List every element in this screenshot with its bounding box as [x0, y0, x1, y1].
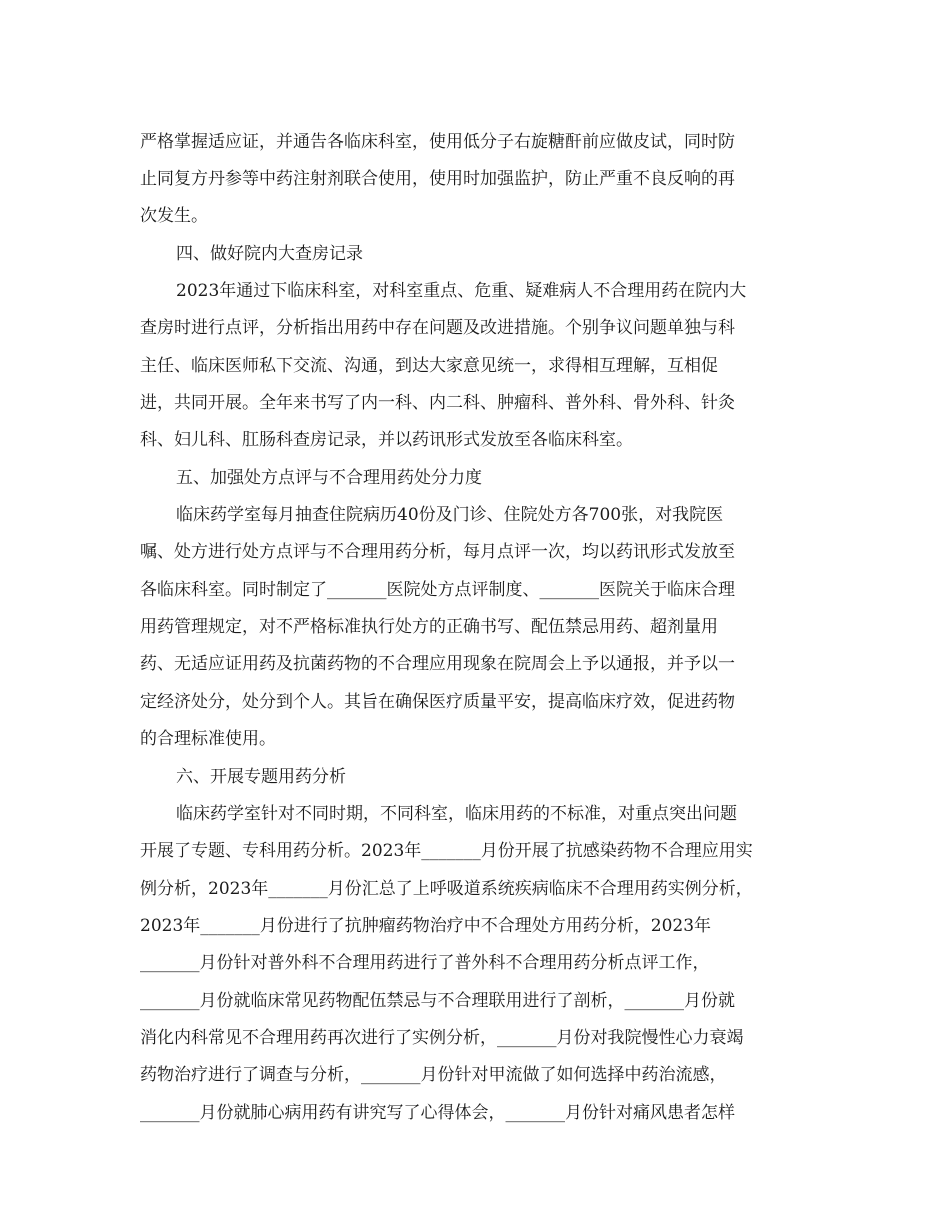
body-line: 次发生。	[140, 206, 208, 226]
body-line: 开展了专题、专科用药分析。2023年_______月份开展了抗感染药物不合理应用实	[140, 841, 753, 861]
body-line: _______月份针对普外科不合理用药进行了普外科不合理用药分析点评工作，	[140, 953, 710, 973]
body-line: 各临床科室。同时制定了_______医院处方点评制度、_______医院关于临床合理	[140, 580, 735, 600]
body-line: 进，共同开展。全年来书写了内一科、内二科、肿瘤科、普外科、骨外科、针灸	[140, 393, 735, 413]
body-line: 临床药学室每月抽查住院病历40份及门诊、住院处方各700张，对我院医	[176, 505, 724, 525]
body-line: 药、无适应证用药及抗菌药物的不合理应用现象在院周会上予以通报，并予以一	[140, 654, 735, 674]
section-heading: 六、开展专题用药分析	[176, 767, 346, 787]
body-line: 药物治疗进行了调查与分析，_______月份针对甲流做了如何选择中药治流感，	[140, 1065, 727, 1085]
body-line: 科、妇儿科、肛肠科查房记录，并以药讯形式发放至各临床科室。	[140, 430, 633, 450]
body-line: 消化内科常见不合理用药再次进行了实例分析，_______月份对我院慢性心力衰竭	[140, 1028, 744, 1048]
body-line: 定经济处分，处分到个人。其旨在确保医疗质量平安，提高临床疗效，促进药物	[140, 692, 735, 712]
body-line: _______月份就临床常见药物配伍禁忌与不合理联用进行了剖析，_______月份就	[140, 991, 735, 1011]
body-line: 临床药学室针对不同时期，不同科室，临床用药的不标准，对重点突出问题	[176, 804, 737, 824]
body-line: 止同复方丹参等中药注射剂联合使用，使用时加强监护，防止严重不良反响的再	[140, 169, 735, 189]
body-line: _______月份就肺心病用药有讲究写了心得体会，_______月份针对痛风患者怎样	[140, 1103, 735, 1123]
body-line: 2023年通过下临床科室，对科室重点、危重、疑难病人不合理用药在院内大	[176, 281, 747, 301]
body-line: 严格掌握适应证，并通告各临床科室，使用低分子右旋糖酐前应做皮试，同时防	[140, 132, 735, 152]
body-line: 的合理标准使用。	[140, 729, 276, 749]
body-line: 2023年_______月份进行了抗肿瘤药物治疗中不合理处方用药分析，2023年	[140, 916, 712, 936]
section-heading: 四、做好院内大查房记录	[176, 244, 363, 264]
body-line: 查房时进行点评，分析指出用药中存在问题及改进措施。个别争议问题单独与科	[140, 318, 735, 338]
body-line: 例分析，2023年_______月份汇总了上呼吸道系统疾病临床不合理用药实例分析，	[140, 879, 753, 899]
body-line: 用药管理规定，对不严格标准执行处方的正确书写、配伍禁忌用药、超剂量用	[140, 617, 718, 637]
body-line: 主任、临床医师私下交流、沟通，到达大家意见统一，求得相互理解，互相促	[140, 356, 718, 376]
section-heading: 五、加强处方点评与不合理用药处分力度	[176, 468, 482, 488]
body-line: 嘱、处方进行处方点评与不合理用药分析，每月点评一次，均以药讯形式发放至	[140, 542, 735, 562]
